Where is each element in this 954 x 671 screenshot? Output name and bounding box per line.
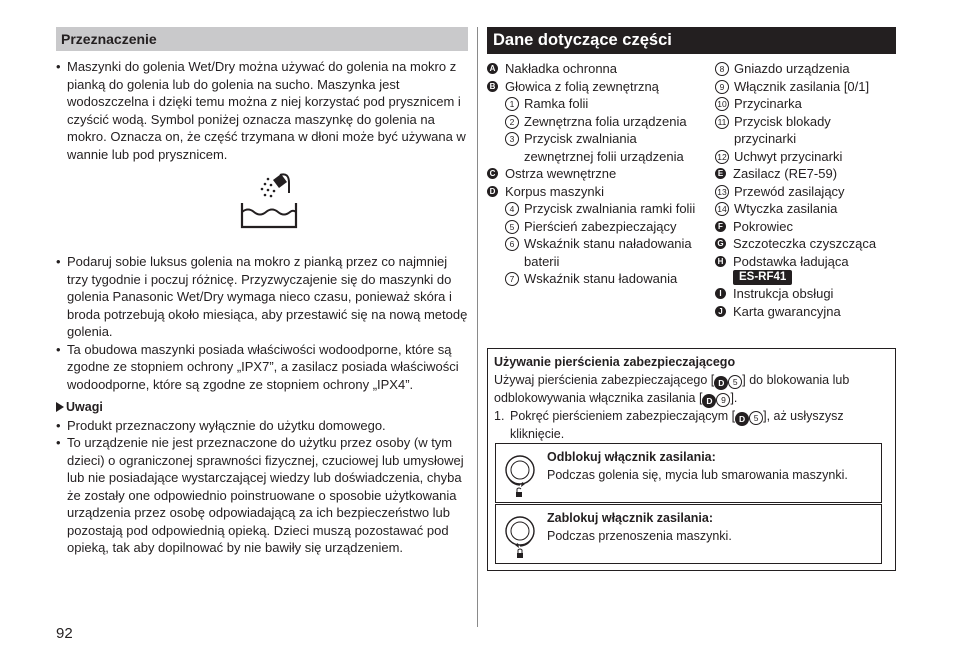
part-label: Ostrza wewnętrzne xyxy=(505,166,617,181)
part-number-badge: 10 xyxy=(715,97,729,111)
unlock-text: Podczas golenia się, mycia lub smarowania maszynki. xyxy=(547,467,848,482)
lock-text: Podczas przenoszenia maszynki. xyxy=(547,528,732,543)
part-number-badge: 11 xyxy=(715,115,729,129)
part-number-badge: 9 xyxy=(715,80,729,94)
part-item xyxy=(715,200,896,218)
parts-column-2 xyxy=(715,60,896,320)
part-item xyxy=(487,78,707,96)
part-label: Zewnętrzna folia urządzenia xyxy=(524,113,687,129)
left-column xyxy=(56,27,468,557)
right-column xyxy=(487,27,896,350)
part-label: Przycisk zwalniania zewnętrznej folii urządzenia xyxy=(524,131,684,164)
part-label: Podstawka ładująca xyxy=(733,253,849,269)
part-item xyxy=(487,218,707,236)
lock-title: Zablokuj włącznik zasilania: xyxy=(547,511,714,525)
parts-list xyxy=(487,60,896,350)
letter-badge-d: D xyxy=(735,412,749,426)
part-item xyxy=(715,113,896,148)
ring-usage-step-1: 1. Pokręć pierścieniem zabezpieczającym [ D 5 ], aż usłyszysz kliknięcie. xyxy=(494,408,844,441)
part-letter-badge: F xyxy=(715,221,726,232)
part-item xyxy=(487,270,707,288)
note-household: • Produkt przeznaczony wyłącznie do użytku domowego. xyxy=(56,417,468,435)
part-number-badge: 4 xyxy=(505,202,519,216)
part-label: Przycisk blokady przycinarki xyxy=(734,113,831,146)
part-item xyxy=(487,183,707,201)
part-label: Uchwyt przycinarki xyxy=(734,148,843,164)
column-divider xyxy=(477,27,478,627)
note-supervision: • To urządzenie nie jest przeznaczone do użytku przez osoby (w tym dzieci) o ograniczonej sprawności fizycznej, czuciowej lub umysłowej lub nie posiadające wystarczającej wiedzy lub doświadczenia, chyba że zostały one odpowiednio poinstruowane o sposobie użytkowania urządzenia przez osobę odpowiadającą za ich bezpieczeństwo lub pozostają pod odpowiednią opieką. Dzieci muszą pozostawać pod opieką, tak aby dopilnować by nie bawiły się urządzeniem. xyxy=(56,434,468,557)
notes-label: Uwagi xyxy=(66,400,103,414)
part-number-badge: 8 xyxy=(715,62,729,76)
part-label: Szczoteczka czyszcząca xyxy=(733,236,877,251)
part-label: Pokrowiec xyxy=(733,218,793,234)
notes-heading xyxy=(56,399,468,417)
shower-bath-icon xyxy=(233,171,303,241)
part-letter-badge: G xyxy=(715,238,726,249)
part-letter-badge: H xyxy=(715,256,726,267)
part-item xyxy=(487,60,707,78)
part-label: Przycisk zwalniania ramki folii xyxy=(524,201,696,216)
ring-usage-intro: Używaj pierścienia zabezpieczającego [ D 5 ] do blokowania lub odblokowywania włącznika zasilania [ D 9 ]. xyxy=(494,372,850,406)
arrow-right-icon xyxy=(56,402,64,412)
parts-column-1 xyxy=(487,60,707,288)
part-number-badge: 3 xyxy=(505,132,519,146)
wet-shaver-symbol xyxy=(56,163,468,253)
part-number-badge: 6 xyxy=(505,237,519,251)
model-badge: ES-RF41 xyxy=(733,270,792,285)
part-label: Zasilacz (RE7-59) xyxy=(733,166,838,181)
paragraph-luxury: • Podaruj sobie luksus golenia na mokro z pianką przez co najmniej trzy tygodnie i poczuj różnicę. Przyzwyczajenie się do maszynki do golenia Panasonic Wet/Dry wymaga nieco czasu, ponieważ skóra i broda potrzebują około miesiąca, aby przestawić się na nową metodę golenia. xyxy=(56,253,468,341)
unlock-ring-icon xyxy=(502,448,538,500)
lock-ring-icon xyxy=(502,509,538,561)
part-number-badge: 13 xyxy=(715,185,729,199)
unlock-title: Odblokuj włącznik zasilania: xyxy=(547,450,716,464)
part-item xyxy=(487,113,707,131)
part-label: Karta gwarancyjna xyxy=(733,303,841,319)
part-item xyxy=(715,253,896,271)
part-item xyxy=(715,95,896,113)
number-badge: 5 xyxy=(728,375,742,389)
letter-badge-d: D xyxy=(714,376,728,390)
part-item xyxy=(715,183,896,201)
section-header-parts: Dane dotyczące części xyxy=(487,27,896,54)
part-letter-badge: A xyxy=(487,63,498,74)
part-item xyxy=(715,78,896,96)
part-number-badge: 7 xyxy=(505,272,519,286)
part-number-badge: 12 xyxy=(715,150,729,164)
part-label: Instrukcja obsługi xyxy=(733,286,834,301)
number-badge: 9 xyxy=(716,393,730,407)
part-item xyxy=(487,95,707,113)
ring-usage-box xyxy=(487,348,896,571)
paragraph-wet-dry: • Maszynki do golenia Wet/Dry można używać do golenia na mokro z pianką do golenia lub do golenia na sucho. Maszynka jest wodoszczelna i dzięki temu można z niej korzystać pod prysznicem i czyścić wodą. Symbol poniżej oznacza maszynkę do golenia na mokro. Oznacza on, że część trzymana w dłoni może być używana w wannie lub pod prysznicem. xyxy=(56,58,468,163)
part-item xyxy=(715,218,896,236)
part-letter-badge: B xyxy=(487,81,498,92)
part-number-badge: 5 xyxy=(505,220,519,234)
ring-usage-title: Używanie pierścienia zabezpieczającego xyxy=(494,355,736,369)
part-letter-badge: J xyxy=(715,306,726,317)
part-item xyxy=(715,235,896,253)
part-number-badge: 14 xyxy=(715,202,729,216)
part-label: Wtyczka zasilania xyxy=(734,201,838,216)
letter-badge-d: D xyxy=(702,394,716,408)
page-number: 92 xyxy=(56,625,73,642)
part-item xyxy=(487,165,707,183)
part-number-badge: 1 xyxy=(505,97,519,111)
part-item xyxy=(487,235,707,270)
part-item xyxy=(715,148,896,166)
part-letter-badge: D xyxy=(487,186,498,197)
part-label: Ramka folii xyxy=(524,96,589,111)
part-letter-badge: C xyxy=(487,168,498,179)
part-item xyxy=(715,60,896,78)
lock-box xyxy=(495,504,882,564)
part-label: Gniazdo urządzenia xyxy=(734,61,850,76)
part-item xyxy=(715,303,896,321)
part-label: Pierścień zabezpieczający xyxy=(524,218,677,234)
part-number-badge: 2 xyxy=(505,115,519,129)
part-item xyxy=(715,165,896,183)
part-label: Korpus maszynki xyxy=(505,183,604,199)
part-label: Głowica z folią zewnętrzną xyxy=(505,78,659,94)
part-label: Wskaźnik stanu ładowania xyxy=(524,271,678,286)
part-label: Przewód zasilający xyxy=(734,183,845,199)
number-badge: 5 xyxy=(749,411,763,425)
part-label: Przycinarka xyxy=(734,96,802,111)
part-label: Włącznik zasilania [0/1] xyxy=(734,78,870,94)
part-letter-badge: I xyxy=(715,288,726,299)
part-item xyxy=(487,200,707,218)
part-letter-badge: E xyxy=(715,168,726,179)
unlock-box xyxy=(495,443,882,503)
paragraph-ipx: • Ta obudowa maszynki posiada właściwości wodoodporne, które są zgodne ze stopniem ochrony „IPX7”, a zasilacz posiada właściwości wodoodporne, które są zgodne ze stopniem ochrony „IPX4”. xyxy=(56,341,468,394)
section-header-przeznaczenie: Przeznaczenie xyxy=(56,27,468,51)
model-badge-row xyxy=(715,270,896,285)
part-item xyxy=(487,130,707,165)
part-label: Wskaźnik stanu naładowania baterii xyxy=(524,236,692,269)
part-item xyxy=(715,285,896,303)
part-label: Nakładka ochronna xyxy=(505,61,618,76)
